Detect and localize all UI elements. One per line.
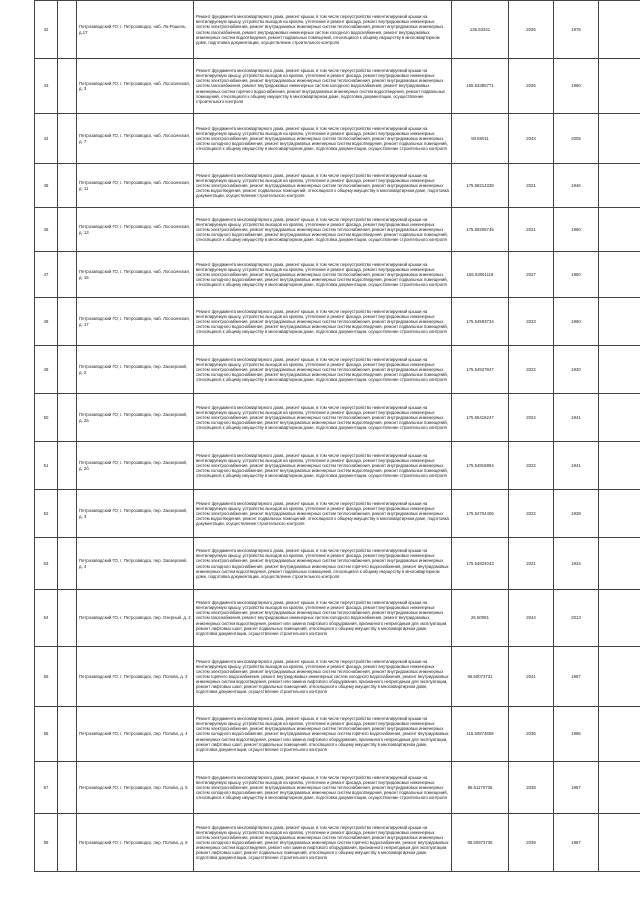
cost-cell (452, 538, 509, 590)
planned-year-text: 2043 (526, 135, 536, 141)
row-number-text: 50 (43, 414, 49, 420)
empty-cell (599, 164, 640, 208)
address-text: Петрозаводский ГО, г. Петрозаводск, пер. Заозерский, д. 3 (79, 508, 188, 519)
work-description-text: Ремонт фундамента многоквартирного дома, ремонт крыши, в том числе переустройство невентилируемой крыши на вентилируемую крышу, устройство выходов на кровлю, утепление и ремонт фасада, ремонт внутридомовых инженерных систем электроснабжения, ремонт внутридомовых инженерных систем теплоснабжения, ремонт внутридомовых инженерных систем холодного водоснабжения, ремонт внутридомовых инженерных систем водоотведения, ремонт подвальных помещений, относящихся к общему имуществу в многоквартирном доме, подготовка документации, осуществление строительного контроля (196, 125, 448, 152)
empty-cell (599, 114, 640, 164)
row-number-cell (35, 114, 58, 164)
cost-cell (452, 590, 509, 647)
address-cell (77, 814, 194, 872)
work-description-text: Ремонт фундамента многоквартирного дома, ремонт крыши, в том числе переустройство невентилируемой крыши на вентилируемую крышу, устройство выходов на кровлю, утепление и ремонт фасада, ремонт внутридомовых инженерных систем электроснабжения, ремонт внутридомовых инженерных систем теплоснабжения, ремонт внутридомовых инженерных систем холодного водоснабжения, ремонт внутридомовых инженерных систем горячего водоснабжения, ремонт внутридомовых инженерных систем водоотведения, ремонт или замена лифтового оборудования, признанного непригодным для эксплуатации, ремонт лифтовых шахт, ремонт подвальных помещений, относящихся к общему имуществу в многоквартирном доме, подготовка документации, осуществление строительного контроля (196, 824, 449, 861)
empty-cell (599, 394, 640, 442)
cost-text: 175.54816894 (466, 462, 494, 468)
built-year-cell (554, 538, 599, 590)
planned-year-text: 2022 (526, 366, 536, 372)
cost-cell (452, 394, 509, 442)
planned-year-cell (509, 490, 554, 538)
planned-year-text: 2021 (526, 560, 536, 566)
cost-text: 115.50874559 (466, 731, 494, 737)
row-number-text: 55 (43, 673, 49, 679)
empty-cell (599, 59, 640, 114)
cost-cell (452, 762, 509, 814)
built-year-text: 1960 (571, 318, 581, 324)
planned-year-text: 2036 (526, 731, 536, 737)
empty-cell (58, 346, 77, 394)
built-year-cell (554, 590, 599, 647)
planned-year-text: 2044 (526, 615, 536, 621)
empty-cell (599, 538, 640, 590)
work-description-text: Ремонт фундамента многоквартирного дома, ремонт крыши, в том числе переустройство невентилируемой крыши на вентилируемую крышу, устройство выходов на кровлю, утепление и ремонт фасада, ремонт внутридомовых инженерных систем электроснабжения, ремонт внутридомовых инженерных систем теплоснабжения, ремонт внутридомовых инженерных систем холодного водоснабжения, ремонт внутридомовых инженерных систем горячего водоснабжения, ремонт внутридомовых инженерных систем водоотведения, ремонт подвальных помещений, относящихся к общему имуществу в многоквартирном доме, подготовка документации, осуществление строительного контроля (196, 548, 449, 579)
work-description-cell (194, 490, 452, 538)
work-description-cell (194, 164, 452, 208)
empty-cell (599, 346, 640, 394)
built-year-text: 1975 (571, 26, 581, 32)
cost-cell (452, 490, 509, 538)
empty-cell (58, 647, 77, 707)
planned-year-text: 2026 (526, 26, 536, 32)
built-year-cell (554, 442, 599, 490)
empty-cell (599, 762, 640, 814)
table-row (35, 59, 640, 114)
planned-year-cell (509, 59, 554, 114)
address-text: Петрозаводский ГО, г. Петрозаводск, пер. Заозерский, д. 2а (79, 412, 188, 423)
built-year-text: 1987 (571, 673, 581, 679)
cost-cell (452, 707, 509, 762)
address-cell (77, 59, 194, 114)
empty-cell (58, 762, 77, 814)
address-text: Петрозаводский ГО, г. Петрозаводск, наб. Лососинская, д. 7 (79, 133, 190, 144)
built-year-cell (554, 814, 599, 872)
work-description-cell (194, 394, 452, 442)
work-description-cell (194, 346, 452, 394)
built-year-cell (554, 252, 599, 298)
row-number-cell (35, 394, 58, 442)
planned-year-cell (509, 164, 554, 208)
cost-cell (452, 298, 509, 346)
address-text: Петрозаводский ГО, г. Петрозаводск, наб. Лососинская, д. 15 (79, 269, 190, 280)
built-year-cell (554, 1, 599, 59)
document-page (34, 0, 612, 905)
empty-cell (58, 114, 77, 164)
built-year-cell (554, 298, 599, 346)
row-number-text: 44 (43, 135, 49, 141)
address-text: Петрозаводский ГО, г. Петрозаводск, пер. Попова, д. 2 (79, 673, 188, 679)
cost-text: 95.50973735 (467, 839, 493, 845)
table-row (35, 298, 640, 346)
work-description-text: Ремонт фундамента многоквартирного дома, ремонт крыши, в том числе переустройство невентилируемой крыши на вентилируемую крышу, устройство выходов на кровлю, утепление и ремонт фасада, ремонт внутридомовых инженерных систем электроснабжения, ремонт внутридомовых инженерных систем теплоснабжения, ремонт внутридомовых инженерных систем газоснабжения, ремонт внутридомовых инженерных систем холодного водоснабжения, ремонт внутридомовых инженерных систем водоотведения, ремонт подвальных помещений, относящихся к общему имуществу в многоквартирном доме, подготовка документации, осуществление строительного контроля (196, 14, 444, 45)
empty-cell (58, 394, 77, 442)
table-row (35, 164, 640, 208)
row-number-cell (35, 442, 58, 490)
planned-year-cell (509, 1, 554, 59)
built-year-cell (554, 208, 599, 252)
work-description-cell (194, 252, 452, 298)
planned-year-text: 2021 (526, 182, 536, 188)
planned-year-cell (509, 208, 554, 252)
address-text: Петрозаводский ГО, г. Петрозаводск, пер. Попова, д. 6 (79, 839, 188, 845)
built-year-text: 1960 (571, 271, 581, 277)
row-number-cell (35, 814, 58, 872)
work-description-cell (194, 114, 452, 164)
row-number-text: 54 (43, 615, 49, 621)
address-cell (77, 208, 194, 252)
table-row (35, 1, 640, 59)
address-cell (77, 647, 194, 707)
row-number-text: 58 (43, 839, 49, 845)
work-description-text: Ремонт фундамента многоквартирного дома, ремонт крыши, в том числе переустройство невентилируемой крыши на вентилируемую крышу, устройство выходов на кровлю, утепление и ремонт фасада, ремонт внутридомовых инженерных систем электроснабжения, ремонт внутридомовых инженерных систем теплоснабжения, ремонт внутридомовых инженерных систем холодного водоснабжения, ремонт внутридомовых инженерных систем водоотведения, ремонт подвальных помещений, относящихся к общему имуществу в многоквартирном доме, подготовка документации, осуществление строительного контроля (196, 261, 448, 288)
table-body (35, 1, 640, 872)
cost-cell (452, 814, 509, 872)
cost-text: 155.53395771 (466, 83, 494, 89)
work-description-cell (194, 208, 452, 252)
row-number-cell (35, 59, 58, 114)
empty-cell (58, 164, 77, 208)
empty-cell (58, 1, 77, 59)
work-description-cell (194, 814, 452, 872)
row-number-text: 45 (43, 182, 49, 188)
built-year-text: 1960 (571, 226, 581, 232)
planned-year-text: 2038 (526, 784, 536, 790)
table-row (35, 538, 640, 590)
address-text: Петрозаводский ГО, г. Петрозаводск, пер. Попова, д. 5 (79, 784, 188, 790)
cost-text: 50.59011 (471, 135, 489, 141)
built-year-cell (554, 490, 599, 538)
built-year-text: 1930 (571, 366, 581, 372)
empty-cell (599, 442, 640, 490)
cost-text: 175.54527847 (466, 366, 494, 372)
empty-cell (58, 490, 77, 538)
planned-year-cell (509, 442, 554, 490)
address-cell (77, 590, 194, 647)
cost-text: 175.54824043 (466, 560, 494, 566)
row-number-text: 46 (43, 226, 49, 232)
address-text: Петрозаводский ГО, г. Петрозаводск, пер. Заозерский, д. 2б (79, 460, 188, 471)
built-year-cell (554, 647, 599, 707)
row-number-text: 51 (43, 462, 49, 468)
work-description-text: Ремонт фундамента многоквартирного дома, ремонт крыши, в том числе переустройство невентилируемой крыши на вентилируемую крышу, устройство выходов на кровлю, утепление и ремонт фасада, ремонт внутридомовых инженерных систем электроснабжения, ремонт внутридомовых инженерных систем теплоснабжения, ремонт внутридомовых инженерных систем холодного водоснабжения, ремонт внутридомовых инженерных систем водоотведения, ремонт подвальных помещений, относящихся к общему имуществу в многоквартирном доме, подготовка документации, осуществление строительного контроля (196, 404, 448, 431)
built-year-cell (554, 114, 599, 164)
built-year-text: 1946 (571, 182, 581, 188)
address-text: Петрозаводский ГО, г. Петрозаводск, наб. Лососинская, д. 13 (79, 224, 190, 235)
planned-year-text: 2026 (526, 83, 536, 89)
built-year-text: 1987 (571, 839, 581, 845)
address-cell (77, 114, 194, 164)
row-number-cell (35, 252, 58, 298)
cost-cell (452, 647, 509, 707)
planned-year-text: 2023 (526, 318, 536, 324)
empty-cell (58, 814, 77, 872)
built-year-text: 2013 (571, 615, 581, 621)
built-year-cell (554, 164, 599, 208)
row-number-text: 56 (43, 731, 49, 737)
empty-cell (599, 590, 640, 647)
built-year-cell (554, 346, 599, 394)
table-row (35, 394, 640, 442)
work-description-cell (194, 59, 452, 114)
work-description-text: Ремонт фундамента многоквартирного дома, ремонт крыши, в том числе переустройство невентилируемой крыши на вентилируемую крышу, устройство выходов на кровлю, утепление и ремонт фасада, ремонт внутридомовых инженерных систем электроснабжения, ремонт внутридомовых инженерных систем теплоснабжения, ремонт внутридомовых инженерных систем водоотведения, ремонт подвальных помещений, относящихся к общему имуществу в многоквартирном доме, подготовка документации, осуществление строительного контроля (196, 172, 449, 199)
built-year-text: 1960 (571, 83, 581, 89)
row-number-text: 47 (43, 271, 49, 277)
work-description-cell (194, 762, 452, 814)
row-number-cell (35, 1, 58, 59)
work-description-cell (194, 707, 452, 762)
built-year-text: 1934 (571, 560, 581, 566)
empty-cell (599, 707, 640, 762)
empty-cell (599, 1, 640, 59)
address-cell (77, 442, 194, 490)
address-cell (77, 394, 194, 442)
row-number-text: 48 (43, 318, 49, 324)
planned-year-text: 2022 (526, 462, 536, 468)
address-text: Петрозаводский ГО, г. Петрозаводск, наб. Лососинская, д. 17 (79, 316, 190, 327)
table-row (35, 346, 640, 394)
address-cell (77, 707, 194, 762)
planned-year-cell (509, 538, 554, 590)
planned-year-cell (509, 647, 554, 707)
cost-cell (452, 442, 509, 490)
empty-cell (599, 814, 640, 872)
row-number-text: 53 (43, 560, 49, 566)
empty-cell (599, 208, 640, 252)
capital-repair-table (34, 0, 640, 872)
address-text: Петрозаводский ГО, г. Петрозаводск, наб. Лососинская, д. 11 (79, 180, 190, 191)
empty-cell (58, 298, 77, 346)
cost-cell (452, 164, 509, 208)
planned-year-cell (509, 114, 554, 164)
work-description-text: Ремонт фундамента многоквартирного дома, ремонт крыши, в том числе переустройство невентилируемой крыши на вентилируемую крышу, устройство выходов на кровлю, утепление и ремонт фасада, ремонт внутридомовых инженерных систем электроснабжения, ремонт внутридомовых инженерных систем теплоснабжения, ремонт внутридомовых инженерных систем газоснабжения, ремонт внутридомовых инженерных систем холодного водоснабжения, ремонт внутридомовых инженерных систем водоотведения, ремонт или замена лифтового оборудования, признанного непригодным для эксплуатации, ремонт лифтовых шахт, ремонт подвальных помещений, относящихся к общему имуществу в многоквартирном доме, подготовка документации, осуществление строительного контроля (196, 600, 448, 636)
work-description-text: Ремонт фундамента многоквартирного дома, ремонт крыши, в том числе переустройство невентилируемой крыши на вентилируемую крышу, устройство выходов на кровлю, утепление и ремонт фасада, ремонт внутридомовых инженерных систем электроснабжения, ремонт внутридомовых инженерных систем теплоснабжения, ремонт внутридомовых инженерных систем холодного водоснабжения, ремонт внутридомовых инженерных систем водоотведения, ремонт подвальных помещений, относящихся к общему имуществу в многоквартирном доме, подготовка документации, осуществление строительного контроля (196, 356, 448, 383)
address-cell (77, 346, 194, 394)
cost-cell (452, 114, 509, 164)
table-row (35, 490, 640, 538)
cost-text: 155.53061119 (466, 271, 494, 277)
cost-text: 26.50081 (471, 615, 489, 621)
built-year-cell (554, 762, 599, 814)
address-text: Петрозаводский ГО, г. Петрозаводск, наб. Ла-Рошель, д.17 (79, 24, 187, 35)
cost-text: 135.53341 (469, 26, 491, 32)
cost-text: 175.58214338 (466, 182, 494, 188)
address-text: Петрозаводский ГО, г. Петрозаводск, наб. Лососинская, д. 3 (79, 80, 190, 91)
work-description-text: Ремонт фундамента многоквартирного дома, ремонт крыши, в том числе переустройство невентилируемой крыши на вентилируемую крышу, устройство выходов на кровлю, утепление и ремонт фасада, ремонт внутридомовых инженерных систем электроснабжения, ремонт внутридомовых инженерных систем теплоснабжения, ремонт внутридомовых инженерных систем холодного водоснабжения, ремонт внутридомовых инженерных систем водоотведения, ремонт подвальных помещений, относящихся к общему имуществу в многоквартирном доме, подготовка документации, осуществление строительного контроля (196, 308, 448, 335)
work-description-text: Ремонт фундамента многоквартирного дома, ремонт крыши, в том числе переустройство невентилируемой крыши на вентилируемую крышу, устройство выходов на кровлю, утепление и ремонт фасада, ремонт внутридомовых инженерных систем электроснабжения, ремонт внутридомовых инженерных систем теплоснабжения, ремонт внутридомовых инженерных систем газоснабжения, ремонт внутридомовых инженерных систем холодного водоснабжения, ремонт внутридомовых инженерных систем горячего водоснабжения, ремонт внутридомовых инженерных систем водоотведения, ремонт подвальных помещений, относящихся к общему имуществу в многоквартирном доме, подготовка документации, осуществление строительного контроля (196, 68, 445, 104)
work-description-text: Ремонт фундамента многоквартирного дома, ремонт крыши, в том числе переустройство невентилируемой крыши на вентилируемую крышу, устройство выходов на кровлю, утепление и ремонт фасада, ремонт внутридомовых инженерных систем электроснабжения, ремонт внутридомовых инженерных систем теплоснабжения, ремонт внутридомовых инженерных систем холодного водоснабжения, ремонт внутридомовых инженерных систем водоотведения, ремонт подвальных помещений, относящихся к общему имуществу в многоквартирном доме, подготовка документации, осуществление строительного контроля (196, 774, 448, 801)
empty-cell (58, 538, 77, 590)
table-row (35, 208, 640, 252)
table-row (35, 814, 640, 872)
row-number-cell (35, 346, 58, 394)
cost-text: 175.59206745 (466, 226, 494, 232)
work-description-cell (194, 442, 452, 490)
planned-year-cell (509, 762, 554, 814)
planned-year-cell (509, 298, 554, 346)
work-description-cell (194, 590, 452, 647)
planned-year-cell (509, 252, 554, 298)
address-text: Петрозаводский ГО, г. Петрозаводск, пер. Озерный, д. 2 (79, 615, 191, 621)
empty-cell (599, 298, 640, 346)
work-description-cell (194, 298, 452, 346)
address-text: Петрозаводский ГО, г. Петрозаводск, пер. Заозерский, д. 2 (79, 364, 188, 375)
planned-year-text: 2024 (526, 414, 536, 420)
cost-text: 175.54704406 (466, 510, 494, 516)
row-number-text: 52 (43, 510, 49, 516)
cost-text: 95.50073731 (467, 673, 493, 679)
cost-cell (452, 59, 509, 114)
row-number-cell (35, 647, 58, 707)
table-row (35, 114, 640, 164)
built-year-cell (554, 707, 599, 762)
cost-text: 175.54593734 (466, 318, 494, 324)
planned-year-cell (509, 346, 554, 394)
address-cell (77, 298, 194, 346)
cost-text: 175.55416247 (466, 414, 494, 420)
row-number-cell (35, 208, 58, 252)
cost-text: 95.51170735 (467, 784, 493, 790)
row-number-cell (35, 538, 58, 590)
built-year-text: 1941 (571, 462, 581, 468)
row-number-cell (35, 490, 58, 538)
row-number-cell (35, 298, 58, 346)
planned-year-cell (509, 394, 554, 442)
built-year-text: 1939 (571, 510, 581, 516)
empty-cell (58, 442, 77, 490)
address-cell (77, 252, 194, 298)
row-number-cell (35, 590, 58, 647)
address-cell (77, 1, 194, 59)
address-cell (77, 762, 194, 814)
built-year-text: 2005 (571, 135, 581, 141)
planned-year-cell (509, 590, 554, 647)
table-row (35, 252, 640, 298)
row-number-text: 57 (43, 784, 49, 790)
planned-year-cell (509, 814, 554, 872)
cost-cell (452, 208, 509, 252)
planned-year-cell (509, 707, 554, 762)
empty-cell (58, 252, 77, 298)
built-year-cell (554, 394, 599, 442)
empty-cell (599, 647, 640, 707)
cost-cell (452, 252, 509, 298)
address-cell (77, 164, 194, 208)
empty-cell (58, 208, 77, 252)
built-year-text: 1987 (571, 784, 581, 790)
empty-cell (58, 590, 77, 647)
address-text: Петрозаводский ГО, г. Петрозаводск, пер. Заозерский, д. 4 (79, 558, 188, 569)
work-description-cell (194, 1, 452, 59)
row-number-cell (35, 762, 58, 814)
row-number-cell (35, 164, 58, 208)
planned-year-text: 2021 (526, 226, 536, 232)
table-row (35, 590, 640, 647)
planned-year-text: 2027 (526, 271, 536, 277)
work-description-text: Ремонт фундамента многоквартирного дома, ремонт крыши, в том числе переустройство невентилируемой крыши на вентилируемую крышу, устройство выходов на кровлю, утепление и ремонт фасада, ремонт внутридомовых инженерных систем электроснабжения, ремонт внутридомовых инженерных систем теплоснабжения, ремонт внутридомовых инженерных систем водоотведения, ремонт подвальных помещений, относящихся к общему имуществу в многоквартирном доме, подготовка документации, осуществление строительного контроля (196, 500, 449, 527)
table-row (35, 762, 640, 814)
cost-cell (452, 1, 509, 59)
work-description-text: Ремонт фундамента многоквартирного дома, ремонт крыши, в том числе переустройство невентилируемой крыши на вентилируемую крышу, устройство выходов на кровлю, утепление и ремонт фасада, ремонт внутридомовых инженерных систем электроснабжения, ремонт внутридомовых инженерных систем теплоснабжения, ремонт внутридомовых инженерных систем холодного водоснабжения, ремонт внутридомовых инженерных систем горячего водоснабжения, ремонт внутридомовых инженерных систем водоотведения, ремонт или замена лифтового оборудования, признанного непригодным для эксплуатации, ремонт лифтовых шахт, ремонт подвальных помещений, относящихся к общему имуществу в многоквартирном доме, подготовка документации, осуществление строительного контроля (196, 716, 449, 752)
address-cell (77, 538, 194, 590)
row-number-text: 42 (43, 26, 49, 32)
row-number-text: 49 (43, 366, 49, 372)
row-number-cell (35, 707, 58, 762)
address-text: Петрозаводский ГО, г. Петрозаводск, пер. Попова, д. 4 (79, 731, 188, 737)
planned-year-text: 2041 (526, 673, 536, 679)
empty-cell (58, 59, 77, 114)
work-description-text: Ремонт фундамента многоквартирного дома, ремонт крыши, в том числе переустройство невентилируемой крыши на вентилируемую крышу, устройство выходов на кровлю, утепление и ремонт фасада, ремонт внутридомовых инженерных систем электроснабжения, ремонт внутридомовых инженерных систем теплоснабжения, ремонт внутридомовых инженерных систем холодного водоснабжения, ремонт внутридомовых инженерных систем водоотведения, ремонт подвальных помещений, относящихся к общему имуществу в многоквартирном доме, подготовка документации, осуществление строительного контроля (196, 216, 448, 243)
table-row (35, 442, 640, 490)
built-year-text: 1941 (571, 414, 581, 420)
work-description-cell (194, 538, 452, 590)
table-row (35, 647, 640, 707)
empty-cell (599, 490, 640, 538)
built-year-cell (554, 59, 599, 114)
table-row (35, 707, 640, 762)
planned-year-text: 2022 (526, 510, 536, 516)
work-description-text: Ремонт фундамента многоквартирного дома, ремонт крыши, в том числе переустройство невентилируемой крыши на вентилируемую крышу, устройство выходов на кровлю, утепление и ремонт фасада, ремонт внутридомовых инженерных систем электроснабжения, ремонт внутридомовых инженерных систем теплоснабжения, ремонт внутридомовых инженерных систем холодного водоснабжения, ремонт внутридомовых инженерных систем водоотведения, ремонт подвальных помещений, относящихся к общему имуществу в многоквартирном доме, подготовка документации, осуществление строительного контроля (196, 452, 448, 479)
empty-cell (58, 707, 77, 762)
work-description-text: Ремонт фундамента многоквартирного дома, ремонт крыши, в том числе переустройство невентилируемой крыши на вентилируемую крышу, устройство выходов на кровлю, утепление и ремонт фасада, ремонт внутридомовых инженерных систем электроснабжения, ремонт внутридомовых инженерных систем теплоснабжения, ремонт внутридомовых инженерных систем горячего водоснабжения, ремонт внутридомовых инженерных систем холодного водоснабжения, ремонт внутридомовых инженерных систем водоотведения, ремонт или замена лифтового оборудования, признанного непригодным для эксплуатации, ремонт лифтовых шахт, ремонт подвальных помещений, относящихся к общему имуществу в многоквартирном доме, подготовка документации, осуществление строительного контроля (196, 658, 449, 695)
address-cell (77, 490, 194, 538)
work-description-cell (194, 647, 452, 707)
built-year-text: 1986 (571, 731, 581, 737)
planned-year-text: 2039 (526, 839, 536, 845)
cost-cell (452, 346, 509, 394)
empty-cell (599, 252, 640, 298)
row-number-text: 43 (43, 83, 49, 89)
